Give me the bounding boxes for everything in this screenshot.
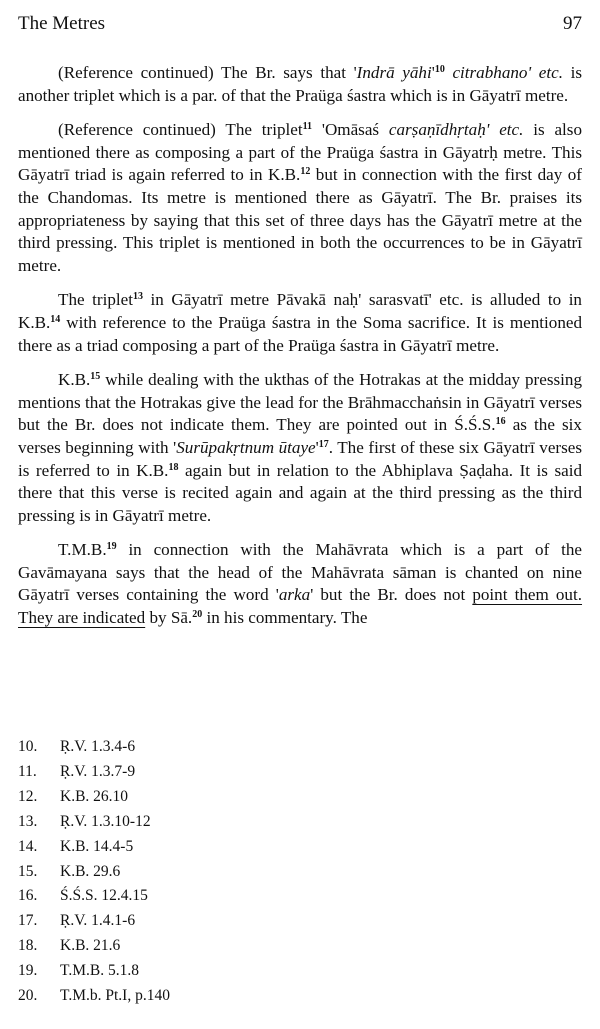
text-run: The triplet — [58, 290, 133, 310]
text-run: with reference to the Praüga śastra in the Soma sacrifice. It is mentioned there as a triad composing a part of the Praüga śastra in Gāyatrī metre. — [18, 312, 582, 355]
text-run: ' — [315, 437, 319, 457]
paragraph-4 — [18, 369, 582, 527]
footnote-reference: Ś.Ś.S. 12.4.15 — [60, 887, 148, 905]
text-run: but in connection with the first day of the Chandomas. Its metre is mentioned there as Gāyatrī. The Br. praises its appropriateness by saying that this set of three days has the Gāyatrī metre at the third pressing. This triplet is mentioned in both the occurrences to be in Gāyatrī metre. — [18, 165, 582, 275]
footnote-item — [18, 760, 170, 785]
footnote-marker[interactable]: 18 — [168, 461, 179, 473]
running-header — [18, 12, 582, 36]
text-run: by Sā. — [145, 608, 193, 628]
footnote-item — [18, 959, 170, 984]
footnote-number: 11. — [18, 762, 37, 780]
chapter-title: The Metres — [18, 13, 106, 34]
text-run: T.M.B. — [58, 540, 107, 560]
footnote-item — [18, 835, 170, 860]
footnote-item — [18, 860, 170, 885]
footnote-marker[interactable]: 17 — [318, 438, 329, 450]
text-run: is another triplet which is a par. of that the Praüga śastra which is in Gāyatrī metre. — [18, 63, 582, 105]
footnote-number: 15. — [18, 862, 38, 880]
text-run: while dealing with the ukthas of the Hotrakas at the midday pressing mentions that the Hotrakas give the lead for the Brāhmacchaṅsin in Gāyatrī verses but the Br. does not indicate them. They are pointed out in Ś.Ś.S. — [18, 370, 582, 435]
footnote-number: 19. — [18, 962, 38, 980]
text-run: in Gāyatrī metre Pāvakā naḥ' sarasvatī' etc. is alluded to in K.B. — [18, 290, 582, 332]
footnote-marker[interactable]: 19 — [106, 541, 117, 553]
footnote-item — [18, 810, 170, 835]
paragraph-5 — [18, 539, 582, 629]
footnote-marker[interactable]: 10 — [434, 64, 445, 75]
text-run: 'Omāsaś — [312, 120, 389, 140]
footnote-reference: K.B. 29.6 — [60, 862, 121, 880]
text-run: as the six verses beginning with ' — [18, 415, 582, 457]
footnote-marker[interactable]: 13 — [132, 291, 143, 303]
footnote-number: 14. — [18, 837, 38, 855]
footnote-number: 18. — [18, 937, 38, 955]
footnote-reference: K.B. 21.6 — [60, 937, 121, 955]
footnote-item — [18, 909, 170, 934]
italic-run: Surūpakṛtnum ūtaye — [176, 437, 316, 457]
footnote-item — [18, 785, 170, 810]
text-run: . The first of these six Gāyatrī verses is referred to in K.B. — [18, 437, 582, 480]
footnote-reference: Ṛ.V. 1.4.1-6 — [60, 912, 136, 930]
footnote-item — [18, 984, 170, 1009]
text-run: ' — [431, 63, 435, 82]
italic-run: etc. — [538, 63, 563, 82]
italic-run: carṣaṇīdhṛtaḥ' etc. — [388, 120, 524, 140]
footnote-marker[interactable]: 11 — [302, 121, 313, 133]
footnote-marker[interactable]: 14 — [50, 313, 61, 325]
underlined-run: point them out. They are indicated — [18, 585, 583, 628]
footnote-reference: K.B. 14.4-5 — [60, 837, 134, 855]
footnote-reference: T.M.b. Pt.I, p.140 — [60, 987, 170, 1005]
footnote-item — [18, 884, 170, 909]
footnote-list — [18, 735, 170, 1009]
paragraph-1 — [18, 62, 582, 107]
footnote-item — [18, 934, 170, 959]
footnote-number: 17. — [18, 912, 38, 930]
text-run: K.B. — [58, 370, 91, 390]
text-run: in connection with the Mahāvrata which is a part of the Gavāmayana says that the head of the Mahāvrata sāman is chanted on nine Gāyatrī verses containing the word ' — [18, 540, 582, 605]
footnote-number: 13. — [18, 812, 38, 830]
paragraph-2 — [18, 119, 582, 277]
footnote-reference: T.M.B. 5.1.8 — [60, 962, 139, 980]
text-run: is also mentioned there as composing a part of the Praüga śastra in Gāyatrḥ metre. This Gāyatrī triad is again referred to in K.B. — [18, 120, 582, 185]
body-text — [18, 62, 582, 642]
footnote-marker[interactable]: 15 — [90, 371, 101, 383]
footnote-reference: Ṛ.V. 1.3.10-12 — [60, 812, 151, 830]
italic-run: arka — [278, 585, 311, 605]
page-number: 97 — [563, 13, 582, 34]
footnote-marker[interactable]: 20 — [192, 609, 203, 621]
text-run: (Reference continued) The Br. says that ' — [58, 63, 357, 82]
italic-run: citrabhano' — [444, 63, 532, 82]
footnote-item — [18, 735, 170, 760]
text-run: ' but the Br. does not — [310, 585, 473, 605]
footnote-number: 10. — [18, 738, 38, 755]
text-run: again but in relation to the Abhiplava Ṣaḍaha. It is said there that this verse is recited again and again at the third pressing as the third pressing is in Gāyatrī metre. — [18, 460, 582, 525]
footnote-number: 16. — [18, 887, 38, 905]
footnote-marker[interactable]: 12 — [300, 166, 311, 178]
footnote-number: 12. — [18, 787, 38, 805]
paragraph-3 — [18, 289, 582, 357]
text-run: (Reference continued) The triplet — [58, 120, 303, 140]
footnote-marker[interactable]: 16 — [495, 416, 506, 428]
text-run: in his commentary. The — [202, 608, 368, 628]
footnote-reference: Ṛ.V. 1.3.4-6 — [60, 738, 136, 755]
footnote-number: 20. — [18, 987, 38, 1005]
footnote-reference: Ṛ.V. 1.3.7-9 — [60, 762, 136, 780]
italic-run: Indrā yāhi — [356, 63, 432, 82]
footnote-reference: K.B. 26.10 — [60, 787, 129, 805]
